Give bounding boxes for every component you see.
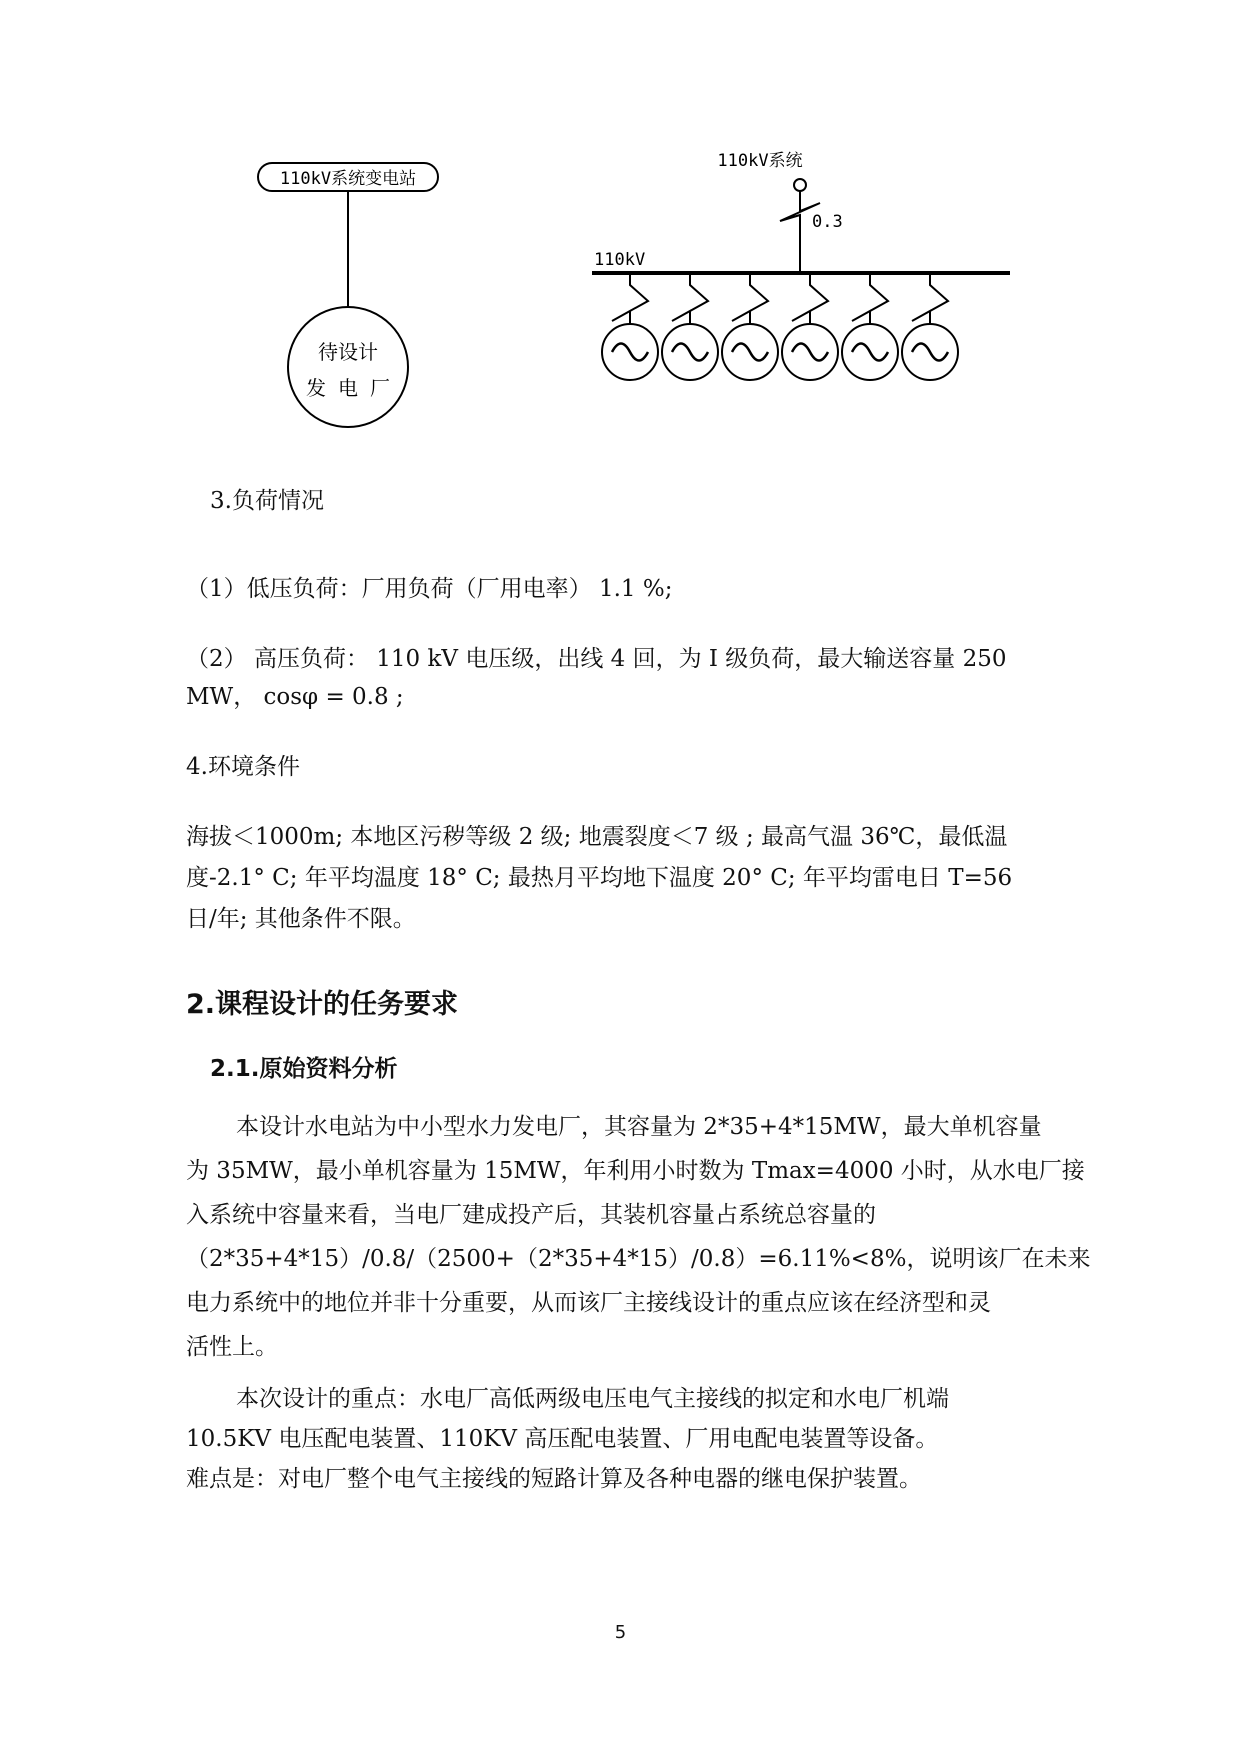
page-number: 5: [614, 1622, 627, 1643]
system-diagram: [580, 145, 1020, 425]
generator-sine-icon: [852, 344, 888, 361]
analysis-line3: 入系统中容量来看，当电厂建成投产后，其装机容量占系统总容量的: [186, 1202, 876, 1228]
reactance-label: 0.3: [812, 212, 843, 232]
section4-title: 4.环境条件: [186, 754, 300, 780]
system-label: 110kV系统: [717, 151, 803, 171]
generator-branch-4: [792, 273, 828, 325]
bus-label: 110kV: [594, 250, 646, 270]
section3-title: 3.负荷情况: [210, 488, 324, 514]
power-plant-circle: [288, 307, 408, 427]
analysis-line5: 电力系统中的地位并非十分重要，从而该厂主接线设计的重点应该在经济型和灵: [186, 1290, 991, 1316]
substation-diagram: [250, 155, 450, 440]
plant-label-line1: 待设计: [318, 340, 378, 364]
high-voltage-load-line1: （2） 高压负荷： 110 kV 电压级，出线 4 回，为 I 级负荷，最大输送容量 250: [186, 646, 1007, 672]
environment-line3: 日/年; 其他条件不限。: [186, 906, 416, 932]
generator-sine-icon: [792, 344, 828, 361]
focus-line1: 本次设计的重点：水电厂高低两级电压电气主接线的拟定和水电厂机端: [236, 1386, 949, 1412]
heading-task-requirements: 2.课程设计的任务要求: [186, 989, 459, 1020]
generator-branch-1: [612, 273, 648, 325]
low-voltage-load: （1）低压负荷：厂用负荷（厂用电率） 1.1 %;: [186, 576, 673, 602]
difficulty-line: 难点是：对电厂整个电气主接线的短路计算及各种电器的继电保护装置。: [186, 1466, 922, 1492]
generator-branch-3: [732, 273, 768, 325]
environment-line2: 度-2.1° C; 年平均温度 18° C; 最热月平均地下温度 20° C; 年平均雷电日 T=56: [186, 865, 1013, 891]
high-voltage-load-line2: MW， cosφ = 0.8 ;: [186, 684, 404, 710]
analysis-line2: 为 35MW，最小单机容量为 15MW，年利用小时数为 Tmax=4000 小时，从水电厂接: [186, 1158, 1085, 1184]
focus-line2: 10.5KV 电压配电装置、110KV 高压配电装置、厂用电配电装置等设备。: [186, 1426, 939, 1452]
generator-sine-icon: [672, 344, 708, 361]
heading-data-analysis: 2.1.原始资料分析: [210, 1056, 398, 1082]
generator-branch-6: [912, 273, 948, 325]
substation-label: 110kV系统变电站: [279, 169, 417, 189]
analysis-line4: （2*35+4*15）/0.8/（2500+（2*35+4*15）/0.8）=6.11%<8%，说明该厂在未来: [186, 1246, 1091, 1272]
generator-branch-5: [852, 273, 888, 325]
plant-label-line2: 发 电 厂: [305, 376, 391, 400]
generator-sine-icon: [732, 344, 768, 361]
generator-branch-2: [672, 273, 708, 325]
generator-sine-icon: [912, 344, 948, 361]
system-source-node: [794, 179, 806, 191]
generator-sine-icon: [612, 344, 648, 361]
analysis-line6: 活性上。: [186, 1334, 278, 1360]
environment-line1: 海拔＜1000m; 本地区污秽等级 2 级; 地震裂度＜7 级 ; 最高气温 36℃，最低温: [186, 824, 1008, 850]
system-reactance-symbol: [780, 191, 820, 273]
analysis-line1: 本设计水电站为中小型水力发电厂，其容量为 2*35+4*15MW，最大单机容量: [236, 1114, 1042, 1140]
generator-group: [602, 273, 958, 380]
